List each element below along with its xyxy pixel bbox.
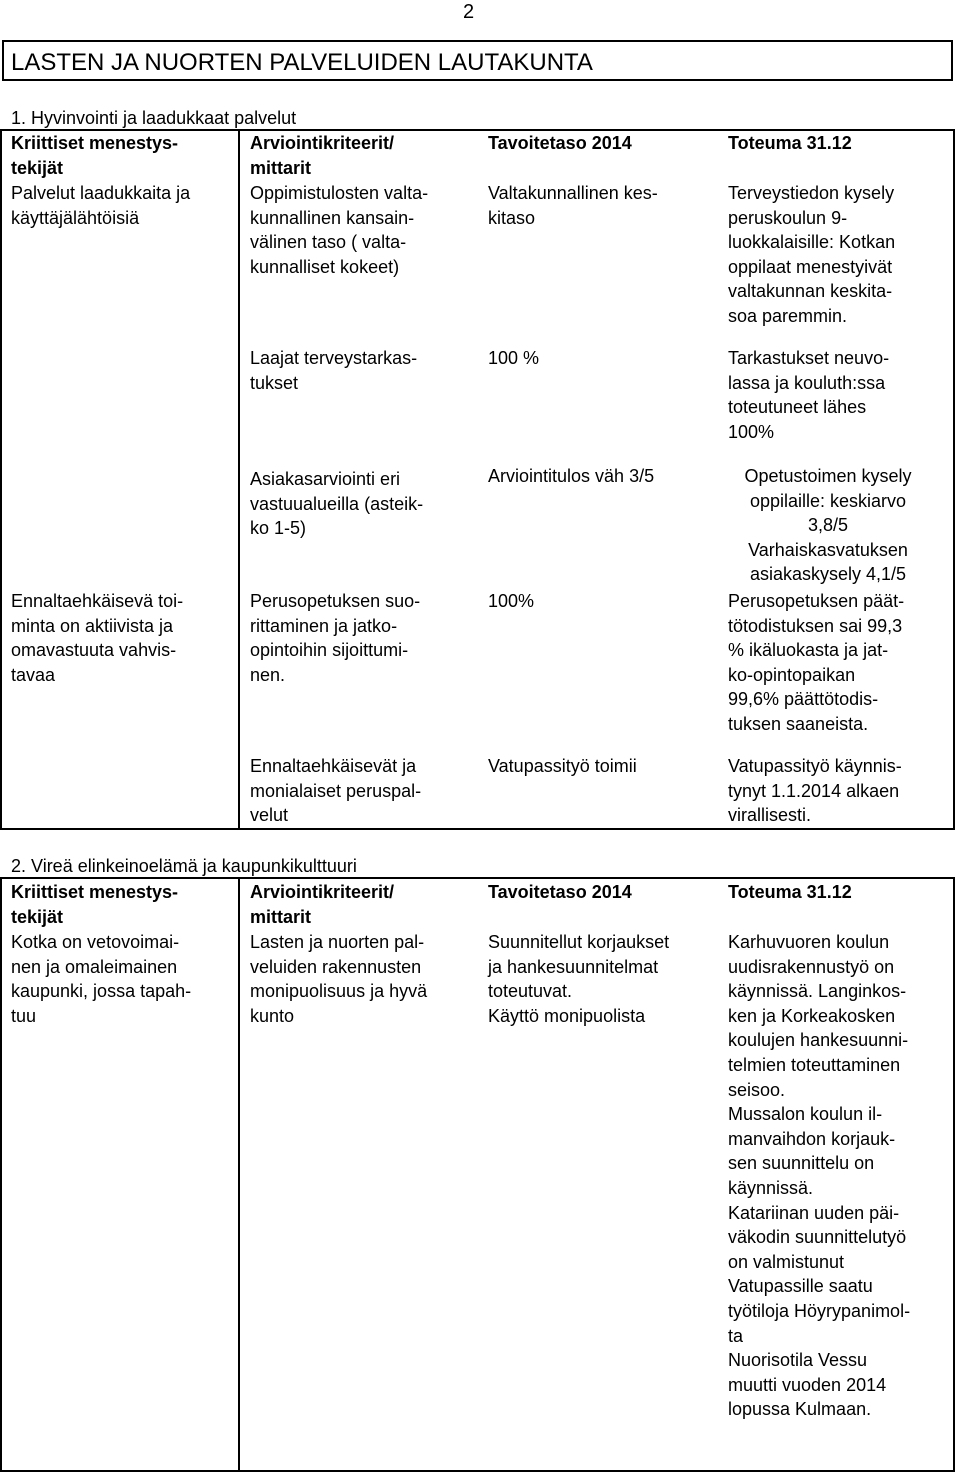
table-1-left-border — [0, 129, 2, 830]
target-cell: Arviointitulos väh 3/5 — [488, 466, 655, 486]
table-2-column-divider — [238, 877, 240, 1472]
result-cell: Terveystiedon kysely peruskoulun 9- luokkalaisille: Kotkan oppilaat menestyivät valtakunnan keskita- soa paremmin. — [728, 183, 896, 326]
table-2-left-border — [0, 877, 2, 1472]
section-2-heading: 2. Vireä elinkeinoelämä ja kaupunkikulttuuri — [11, 856, 357, 876]
target-cell: Vatupassityö toimii — [488, 756, 637, 776]
criteria-cell: Ennaltaehkäisevät ja monialaiset peruspal- velut — [250, 756, 422, 826]
header-target-2014: Tavoitetaso 2014 — [488, 133, 632, 153]
header-result: Toteuma 31.12 — [728, 133, 852, 153]
page-title: LASTEN JA NUORTEN PALVELUIDEN LAUTAKUNTA — [11, 49, 593, 76]
critical-factor: Ennaltaehkäisevä toi- minta on aktiivista ja omavastuuta vahvis- tavaa — [11, 591, 184, 685]
criteria-cell: Asiakasarviointi eri vastuualueilla (asteik- ko 1-5) — [250, 469, 424, 539]
table-1-column-divider — [238, 129, 240, 830]
table-2-bottom-border — [0, 1470, 955, 1472]
header-criteria: Arviointikriteerit/ mittarit — [250, 882, 395, 927]
table-2-top-border — [0, 877, 955, 879]
critical-factor: Kotka on vetovoimai- nen ja omaleimainen kaupunki, jossa tapah- tuu — [11, 932, 192, 1026]
header-critical-factors: Kriittiset menestys- tekijät — [11, 133, 179, 178]
result-cell: Opetustoimen kysely oppilaille: keskiarvo 3,8/5 Varhaiskasvatuksen asiakaskysely 4,1/5 — [744, 466, 912, 585]
table-1-bottom-border — [0, 828, 955, 830]
result-cell: Tarkastukset neuvo- lassa ja kouluth:ssa toteutuneet lähes 100% — [728, 348, 890, 442]
header-criteria: Arviointikriteerit/ mittarit — [250, 133, 395, 178]
criteria-cell: Laajat terveystarkas- tukset — [250, 348, 418, 393]
criteria-cell: Perusopetuksen suo- rittaminen ja jatko- opintoihin sijoittumi- nen. — [250, 591, 421, 685]
page-number: 2 — [463, 1, 475, 23]
table-2-right-border — [953, 877, 955, 1472]
result-cell: Vatupassityö käynnis- tynyt 1.1.2014 alkaen virallisesti. — [728, 756, 902, 826]
target-cell: 100 % — [488, 348, 540, 368]
header-critical-factors: Kriittiset menestys- tekijät — [11, 882, 179, 927]
section-1-heading: 1. Hyvinvointi ja laadukkaat palvelut — [11, 108, 297, 128]
target-cell: Suunnitellut korjaukset ja hankesuunnitelmat toteutuvat. Käyttö monipuolista — [488, 932, 670, 1026]
header-result: Toteuma 31.12 — [728, 882, 852, 902]
header-target-2014: Tavoitetaso 2014 — [488, 882, 632, 902]
target-cell: 100% — [488, 591, 535, 611]
result-cell: Karhuvuoren koulun uudisrakennustyö on käynnissä. Langinkos- ken ja Korkeakosken koulujen hankesuunni- telmien toteuttaminen seisoo. Mussalon koulun il- manvaihdon korjauk- sen suunnittelu on käynnissä. Katariinan uuden päi- väkodin suunnittelutyö on valmistunut Vatupassille saatu työtiloja Höyrypanimol- ta Nuorisotila Vessu muutti vuoden 2014 lopussa Kulmaan. — [728, 932, 911, 1420]
table-1-right-border — [953, 129, 955, 830]
critical-factor: Palvelut laadukkaita ja käyttäjälähtöisiä — [11, 183, 191, 228]
result-cell: Perusopetuksen päät- tötodistuksen sai 99,3 % ikäluokasta ja jat- ko-opintopaikan 99,6% päättötodis- tuksen saaneista. — [728, 591, 905, 734]
target-cell: Valtakunnallinen kes- kitaso — [488, 183, 658, 228]
criteria-cell: Lasten ja nuorten pal- veluiden rakennusten monipuolisuus ja hyvä kunto — [250, 932, 428, 1026]
criteria-cell: Oppimistulosten valta- kunnallinen kansain- välinen taso ( valta- kunnalliset kokeet) — [250, 183, 429, 277]
